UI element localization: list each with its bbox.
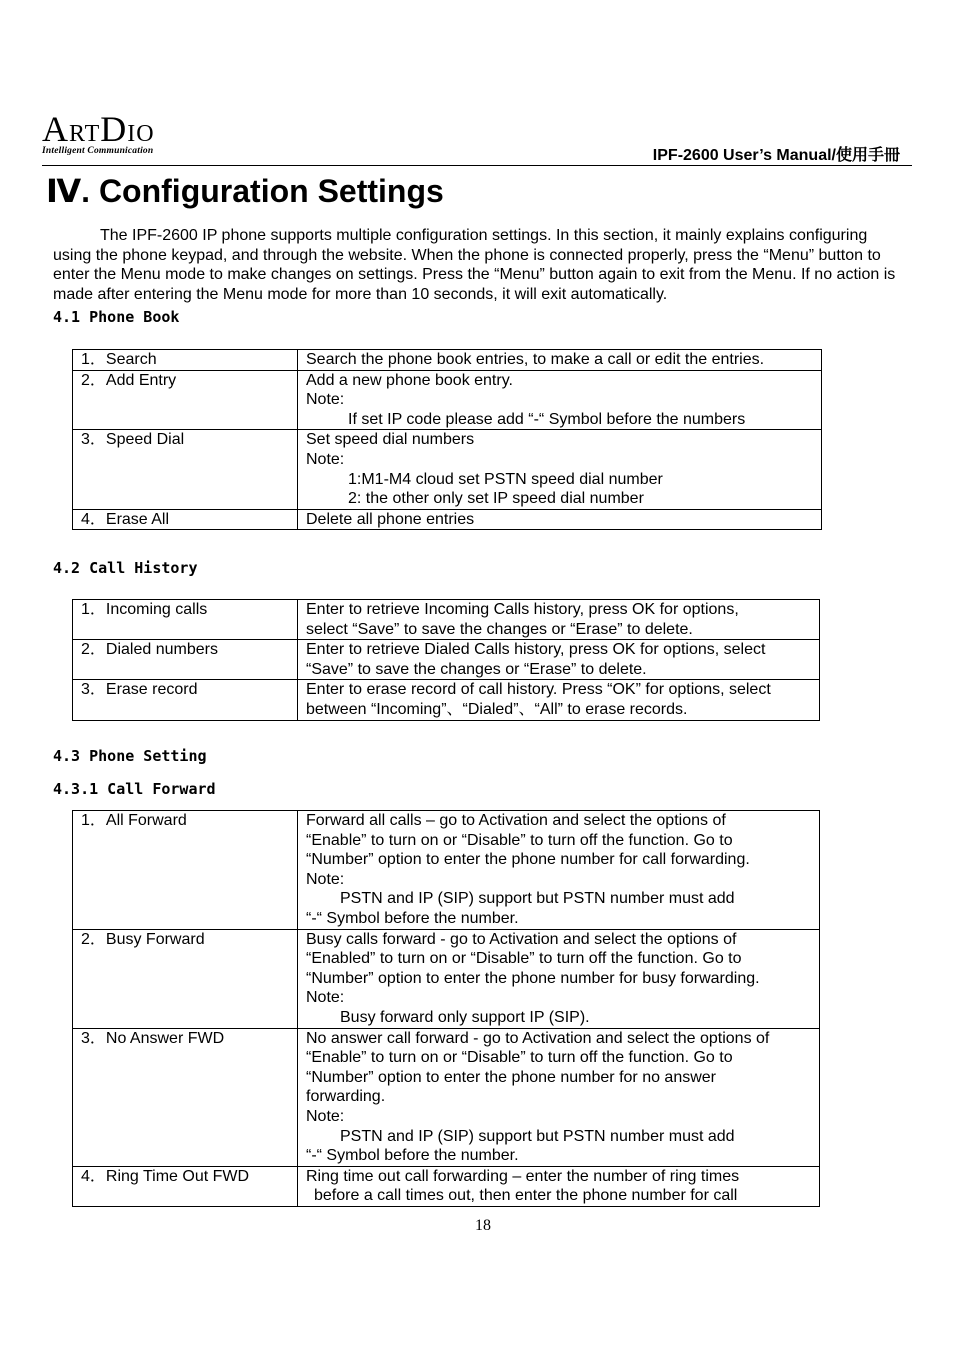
description-line: Enter to erase record of call history. Press “OK” for options, select	[306, 681, 771, 699]
note-line: 1:M1-M4 cloud set PSTN speed dial number	[348, 470, 663, 488]
logo-wordmark: ARTDIO	[42, 109, 155, 149]
note-line: 2: the other only set IP speed dial number	[348, 490, 644, 508]
section-heading-phone-book: 4.1 Phone Book	[53, 308, 180, 326]
artdio-logo	[42, 110, 182, 160]
option-description	[298, 640, 820, 680]
table-row	[73, 811, 820, 930]
option-description	[298, 350, 822, 371]
note-label: Note:	[306, 870, 345, 888]
table-row	[73, 1166, 820, 1206]
description-line: Add a new phone book entry.	[306, 371, 513, 389]
option-name: 3．No Answer FWD	[73, 1028, 298, 1166]
option-description	[298, 600, 820, 640]
description-line: before a call times out, then enter the phone number for call	[314, 1187, 738, 1205]
option-name: 1．Search	[73, 350, 298, 371]
option-description	[298, 929, 820, 1028]
intro-text: The IPF-2600 IP phone supports multiple configuration settings. In this section, it mainly explains configuring using the phone keypad, and through the website. When the phone is connected properly, press the “Menu” button to enter the Menu mode to make changes on settings. Press the “Menu” button again to exit from the Menu. If no action is made after entering the Menu mode for more than 10 seconds, it will exit automatically.	[53, 227, 896, 303]
description-line: No answer call forward - go to Activation and select the options of	[306, 1029, 770, 1047]
option-description	[298, 370, 822, 430]
table-row	[73, 509, 822, 530]
description-line: Ring time out call forwarding – enter the number of ring times	[306, 1167, 740, 1185]
table-row	[73, 350, 822, 371]
option-description	[298, 430, 822, 509]
page-number: 18	[475, 1217, 491, 1234]
description-line: Enter to retrieve Dialed Calls history, press OK for options, select	[306, 641, 766, 659]
option-name: 1．Incoming calls	[73, 600, 298, 640]
description-line: “Number” option to enter the phone number for busy forwarding.	[306, 969, 760, 987]
option-description	[298, 811, 820, 930]
phone-book-table	[72, 349, 822, 530]
description-line: “Number” option to enter the phone number for no answer	[306, 1068, 717, 1086]
table-row	[73, 640, 820, 680]
description-line: Forward all calls – go to Activation and select the options of	[306, 812, 726, 829]
note-line: If set IP code please add “-“ Symbol before the numbers	[348, 410, 746, 428]
option-description	[298, 1028, 820, 1166]
logo-tagline: Intelligent Communication	[42, 146, 154, 156]
description-line: “Save” to save the changes or “Erase” to delete.	[306, 660, 647, 678]
note-label: Note:	[306, 391, 345, 409]
option-description	[298, 509, 822, 530]
description-line: Busy calls forward - go to Activation and select the options of	[306, 930, 737, 948]
note-line: “-“ Symbol before the number.	[306, 1147, 519, 1165]
call-history-table	[72, 599, 820, 721]
note-line: “-“ Symbol before the number.	[306, 909, 519, 927]
header-divider	[42, 165, 912, 166]
note-label: Note:	[306, 1107, 345, 1125]
table-row	[73, 370, 822, 430]
table-row	[73, 1028, 820, 1166]
description-line: between “Incoming”、“Dialed”、“All” to erase records.	[306, 700, 688, 718]
note-label: Note:	[306, 450, 345, 468]
table-row	[73, 680, 820, 720]
option-name: 2．Dialed numbers	[73, 640, 298, 680]
description-line: “Number” option to enter the phone number for call forwarding.	[306, 851, 750, 869]
table-row	[73, 929, 820, 1028]
option-name: 4．Ring Time Out FWD	[73, 1166, 298, 1206]
description-line: “Enable” to turn on or “Disable” to turn off the function. Go to	[306, 1049, 733, 1067]
description-line: Search the phone book entries, to make a call or edit the entries.	[306, 351, 765, 368]
section-heading-call-history: 4.2 Call History	[53, 559, 198, 577]
description-line: Set speed dial numbers	[306, 431, 475, 449]
section-heading-phone-setting: 4.3 Phone Setting	[53, 747, 207, 765]
option-name: 4．Erase All	[73, 509, 298, 530]
description-line: select “Save” to save the changes or “Erase” to delete.	[306, 620, 693, 638]
note-line: Busy forward only support IP (SIP).	[340, 1008, 590, 1026]
option-name: 3．Speed Dial	[73, 430, 298, 509]
manual-title: IPF-2600 User’s Manual/使用手冊	[652, 147, 900, 164]
description-line: Delete all phone entries	[306, 510, 475, 528]
table-row	[73, 430, 822, 509]
option-name: 3．Erase record	[73, 680, 298, 720]
option-description	[298, 680, 820, 720]
call-forward-table	[72, 810, 820, 1207]
option-name: 2．Add Entry	[73, 370, 298, 430]
description-line: “Enable” to turn on or “Disable” to turn off the function. Go to	[306, 831, 733, 849]
description-line: “Enabled” to turn on or “Disable” to turn off the function. Go to	[306, 950, 742, 968]
description-line: forwarding.	[306, 1088, 386, 1106]
option-name: 1．All Forward	[73, 811, 298, 930]
note-line: PSTN and IP (SIP) support but PSTN number must add	[340, 890, 735, 908]
description-line: Enter to retrieve Incoming Calls history, press OK for options,	[306, 601, 739, 618]
option-description	[298, 1166, 820, 1206]
intro-paragraph	[53, 226, 909, 304]
chapter-title: Ⅳ. Configuration Settings	[46, 173, 444, 209]
option-name: 2．Busy Forward	[73, 929, 298, 1028]
table-row	[73, 600, 820, 640]
section-heading-call-forward: 4.3.1 Call Forward	[53, 780, 216, 798]
note-line: PSTN and IP (SIP) support but PSTN number must add	[340, 1127, 735, 1145]
note-label: Note:	[306, 989, 345, 1007]
